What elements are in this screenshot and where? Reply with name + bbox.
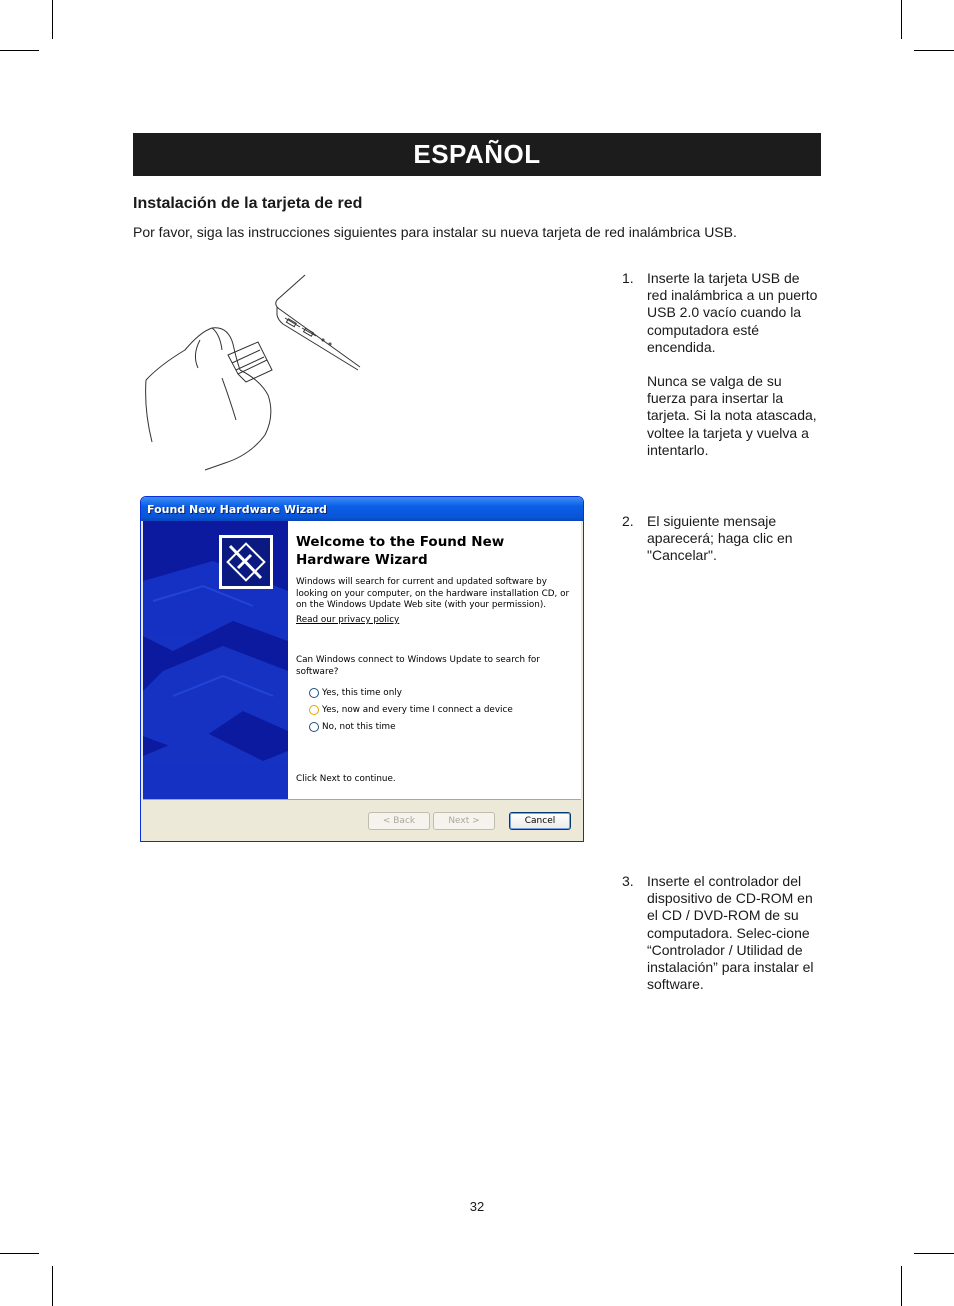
found-new-hardware-wizard [140,496,584,842]
step-text: Inserte la tarjeta USB de red inalámbrica a un puerto USB 2.0 vacío cuando la computadora esté encendida. [647,270,818,355]
crop-mark [0,1253,39,1254]
crop-mark [52,1266,53,1306]
wizard-description: Windows will search for current and updated software by looking on your computer, on the hardware installation CD, or on the Windows Update Web site (with your permission). [296,577,570,610]
cancel-button[interactable]: Cancel [509,812,571,830]
radio-icon[interactable] [309,705,319,715]
option-label: Yes, this time only [322,688,402,698]
step-3 [622,873,822,993]
crop-mark [914,50,954,51]
next-button[interactable]: Next > [433,812,495,830]
step-text: El siguiente mensaje aparecerá; haga clic en "Cancelar". [647,513,793,564]
crop-mark [901,0,902,39]
option-no[interactable] [309,720,395,734]
step-text: Inserte el controlador del dispositivo de CD-ROM en el CD / DVD-ROM de su computadora. Selec-cione “Controlador / Utilidad de instalación” para instalar el software. [647,873,814,993]
language-banner: ESPAÑOL [133,133,821,176]
privacy-policy-link[interactable]: Read our privacy policy [296,615,400,625]
usb-insertion-illustration [140,270,370,475]
wizard-content [288,521,581,799]
crop-mark [901,1266,902,1306]
step-note: Nunca se valga de su fuerza para insertar la tarjeta. Si la nota atascada, voltee la tarjeta y vuelva a intentarlo. [647,373,817,458]
page-number: 32 [469,1199,485,1214]
wizard-hint: Click Next to continue. [296,774,396,784]
crop-mark [0,50,39,51]
wizard-titlebar: Found New Hardware Wizard [141,497,583,521]
wizard-divider [143,799,581,800]
option-yes-once[interactable] [309,686,402,700]
back-button[interactable]: < Back [368,812,430,830]
radio-icon[interactable] [309,688,319,698]
wizard-artwork [143,521,288,799]
crop-mark [52,0,53,39]
step-number: 3. [622,873,634,889]
step-1 [622,270,822,459]
step-2 [622,513,822,565]
wizard-heading: Welcome to the Found New Hardware Wizard [296,534,505,568]
option-label: No, not this time [322,722,396,732]
crop-mark [914,1253,954,1254]
section-title: Instalación de la tarjeta de red [133,195,363,212]
step-number: 2. [622,513,634,529]
wizard-side-graphic [143,521,288,799]
option-label: Yes, now and every time I connect a device [322,705,513,715]
option-yes-always[interactable] [309,703,513,717]
step-number: 1. [622,270,634,286]
wizard-question: Can Windows connect to Windows Update to search for software? [296,655,540,677]
intro-text: Por favor, siga las instrucciones siguientes para instalar su nueva tarjeta de red inalámbrica USB. [133,224,737,240]
radio-icon[interactable] [309,722,319,732]
